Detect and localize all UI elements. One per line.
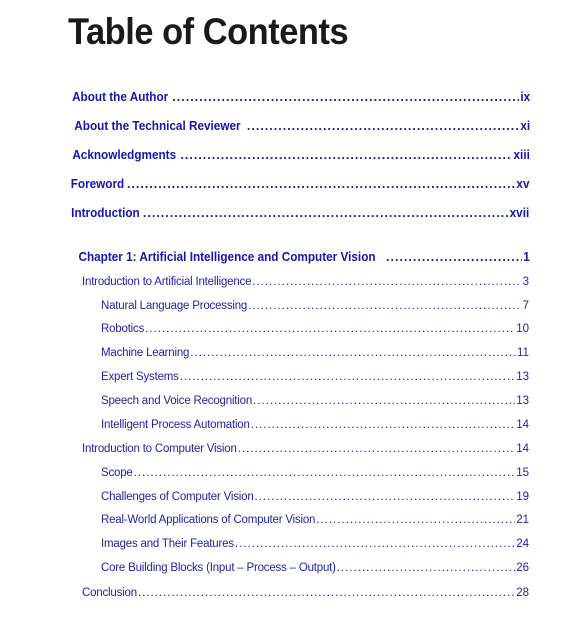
page-title: Table of Contents: [68, 11, 349, 52]
toc-entry-page: 21: [516, 514, 529, 526]
toc-entry-page: 14: [516, 443, 529, 455]
toc-entry-speech-voice[interactable]: [101, 395, 529, 407]
toc-entry-foreword[interactable]: [69, 177, 530, 191]
dot-leader: [253, 395, 515, 407]
toc-entry-label: Expert Systems: [101, 371, 179, 383]
dot-leader: [251, 419, 516, 431]
toc-entry-page: 14: [516, 419, 529, 431]
toc-entry-page: 3: [522, 276, 529, 288]
toc-entry-page: 10: [516, 323, 529, 335]
toc-entry-page: ix: [519, 90, 530, 104]
toc-entry-label: Foreword: [70, 177, 125, 191]
toc-entry-label: Conclusion: [82, 587, 137, 599]
dot-leader: [316, 514, 515, 526]
dot-leader: [190, 347, 516, 359]
toc-entry-page: 26: [516, 562, 529, 574]
dot-leader: [252, 276, 521, 288]
toc-entry-page: 15: [516, 467, 529, 479]
toc-entry-label: Real-World Applications of Computer Vision: [101, 514, 316, 526]
toc-entry-nlp[interactable]: [101, 300, 529, 312]
dot-leader: [238, 443, 516, 455]
toc-entry-page: 13: [516, 395, 529, 407]
toc-entry-label: Introduction: [71, 206, 140, 220]
toc-entry-page: xvii: [509, 206, 530, 220]
dot-leader: [143, 206, 508, 220]
dot-leader: [180, 148, 511, 162]
toc-entry-page: xv: [516, 177, 530, 191]
toc-entry-page: 13: [516, 371, 529, 383]
toc-entry-page: 11: [517, 347, 529, 359]
toc-entry-label: Acknowledgments: [72, 148, 177, 162]
toc-entry-label: Intelligent Process Automation: [101, 419, 250, 431]
toc-entry-label: Speech and Voice Recognition: [101, 395, 253, 407]
toc-entry-page: 1: [523, 250, 530, 264]
toc-entry-robotics[interactable]: [101, 323, 529, 335]
toc-entry-introduction[interactable]: [69, 206, 530, 220]
dot-leader: [386, 250, 522, 264]
toc-entry-label: Natural Language Processing: [101, 300, 248, 312]
toc-entry-machine-learning[interactable]: [101, 347, 529, 359]
toc-entry-acknowledgments[interactable]: [69, 148, 530, 162]
toc-entry-conclusion[interactable]: [82, 587, 529, 599]
toc-entry-page: 24: [516, 538, 529, 550]
toc-entry-label: Images and Their Features: [101, 538, 234, 550]
toc-entry-chapter-1[interactable]: [69, 250, 530, 264]
dot-leader: [255, 491, 516, 503]
toc-entry-core-building-blocks[interactable]: [101, 562, 529, 574]
toc-entry-label: Machine Learning: [101, 347, 190, 359]
toc-entry-intro-cv[interactable]: [82, 443, 529, 455]
toc-entry-process-automation[interactable]: [101, 419, 529, 431]
toc-entry-label: Robotics: [101, 323, 145, 335]
toc-entry-label: Challenges of Computer Vision: [101, 491, 254, 503]
dot-leader: [127, 177, 515, 191]
toc-entry-about-author[interactable]: [69, 90, 530, 104]
toc-entry-page: xiii: [513, 148, 530, 162]
dot-leader: [235, 538, 515, 550]
dot-leader: [134, 467, 516, 479]
toc-entry-label: Chapter 1: Artificial Intelligence and Computer Vision: [78, 250, 376, 264]
toc-entry-page: 19: [516, 491, 529, 503]
toc-entry-label: About the Author: [72, 90, 169, 104]
toc-entry-intro-ai[interactable]: [82, 276, 529, 288]
toc-entry-label: Core Building Blocks (Input – Process – Output): [101, 562, 336, 574]
toc-entry-label: Introduction to Computer Vision: [82, 443, 237, 455]
toc-entry-cv-applications[interactable]: [101, 514, 529, 526]
toc-entry-images-features[interactable]: [101, 538, 529, 550]
toc-entry-page: xi: [519, 119, 530, 133]
toc-entry-page: 28: [516, 587, 529, 599]
dot-leader: [180, 371, 515, 383]
toc-entry-label: Scope: [101, 467, 133, 479]
toc-entry-page: 7: [522, 300, 529, 312]
dot-leader: [172, 90, 518, 104]
dot-leader: [247, 119, 519, 133]
dot-leader: [145, 323, 515, 335]
toc-entry-label: Introduction to Artificial Intelligence: [82, 276, 252, 288]
toc-entry-expert-systems[interactable]: [101, 371, 529, 383]
dot-leader: [248, 300, 521, 312]
dot-leader: [138, 587, 515, 599]
dot-leader: [337, 562, 515, 574]
toc-entry-cv-challenges[interactable]: [101, 491, 529, 503]
toc-entry-scope[interactable]: [101, 467, 529, 479]
toc-entry-about-reviewer[interactable]: [69, 119, 530, 133]
toc-entry-label: About the Technical Reviewer: [74, 119, 241, 133]
